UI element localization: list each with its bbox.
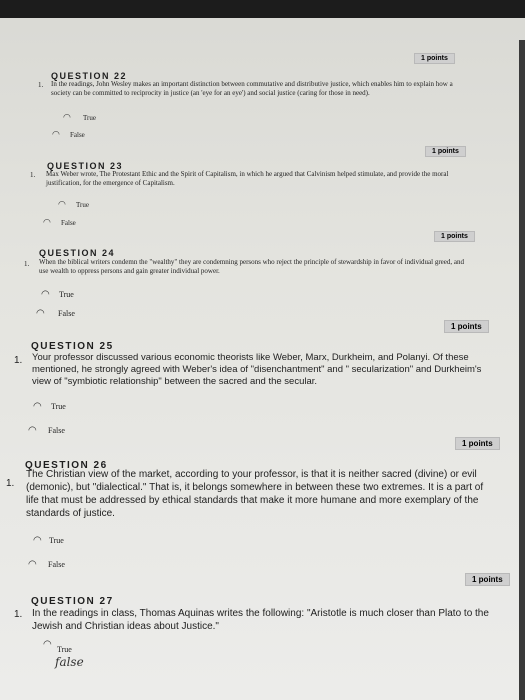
points-badge: 1 points (465, 573, 510, 586)
right-page-edge (519, 40, 525, 700)
question-title: QUESTION 22 (51, 71, 128, 81)
option-label: True (76, 201, 89, 209)
option-label: True (59, 290, 74, 299)
radio-button-icon[interactable]: ◠ (41, 289, 50, 300)
radio-button-icon[interactable]: ◠ (28, 425, 37, 436)
question-text: Max Weber wrote, The Protestant Ethic and the Spirit of Capitalism, in which he argued that Calvinism helped stimulate, and provide the moral justification, for the emergence of Capitalism. (46, 170, 449, 187)
option-true[interactable] (33, 535, 64, 546)
option-true[interactable] (58, 200, 89, 210)
question-number: 1. (30, 171, 36, 179)
radio-button-icon[interactable]: ◠ (58, 200, 66, 210)
option-label: True (57, 645, 72, 654)
radio-button-icon[interactable]: ◠ (43, 639, 52, 650)
option-label: False (70, 131, 85, 139)
question-number: 1. (14, 609, 23, 620)
question-text: In the readings, John Wesley makes an important distinction between commutative and distributive justice, which enables him to explain how a society can be committed to reciprocity in justice (an 'eye for an eye') and social justice (caring for those in need). (51, 80, 453, 97)
option-false[interactable] (36, 308, 75, 319)
question-number: 1. (38, 81, 44, 89)
option-label: False (58, 309, 75, 318)
question-text: When the biblical writers condemn the "wealthy" they are condemning persons who reject the principle of stewardship in favor of individual greed, and use wealth to oppress persons and gain greater individual power. (39, 258, 464, 275)
question-title: QUESTION 24 (39, 248, 116, 258)
option-false[interactable] (28, 559, 65, 570)
handwritten-answer: false (55, 655, 84, 669)
option-false[interactable] (52, 130, 85, 140)
option-label: False (61, 219, 76, 227)
option-false[interactable] (43, 218, 76, 228)
question-title: QUESTION 26 (25, 460, 108, 471)
question-text: Your professor discussed various economic theorists like Weber, Marx, Durkheim, and Polanyi. Of these mentioned, he strongly agreed with Weber's idea of "disenchantment" and " secularization" and Durkheim's view of "symbiotic relationship" between the sacred and the secular. (32, 352, 482, 387)
points-badge: 1 points (414, 53, 455, 64)
radio-button-icon[interactable]: ◠ (33, 535, 42, 546)
question-title: QUESTION 25 (31, 341, 114, 352)
option-true[interactable] (33, 401, 66, 412)
option-label: True (51, 402, 66, 411)
option-label: False (48, 426, 65, 435)
option-false[interactable] (28, 425, 65, 436)
question-title: QUESTION 23 (47, 161, 124, 171)
points-badge: 1 points (455, 437, 500, 450)
option-true[interactable] (63, 113, 96, 123)
question-number: 1. (6, 478, 15, 489)
radio-button-icon[interactable]: ◠ (52, 130, 60, 140)
question-number: 1. (24, 260, 30, 268)
radio-button-icon[interactable]: ◠ (33, 401, 42, 412)
option-true[interactable] (43, 635, 72, 654)
radio-button-icon[interactable]: ◠ (43, 218, 51, 228)
points-badge: 1 points (444, 320, 489, 333)
question-title: QUESTION 27 (31, 596, 114, 607)
radio-button-icon[interactable]: ◠ (36, 308, 45, 319)
question-text: The Christian view of the market, according to your professor, is that it is neither sacred (divine) or evil (demonic), but "dialectical." That is, it belongs somewhere in between these two extremes. It is a part of life that must be addressed by ethical standards that make it more humane and more exemplary of the standards of justice. (26, 469, 484, 519)
points-badge: 1 points (434, 231, 475, 242)
points-badge: 1 points (425, 146, 466, 157)
top-shadow (0, 0, 525, 18)
option-label: False (48, 560, 65, 569)
option-label: True (49, 536, 64, 545)
radio-button-icon[interactable]: ◠ (28, 559, 37, 570)
question-number: 1. (14, 355, 23, 366)
option-true[interactable] (41, 289, 74, 300)
question-text: In the readings in class, Thomas Aquinas writes the following: "Aristotle is much closer than Plato to the Jewish and Christian ideas about Justice." (32, 608, 489, 632)
radio-button-icon[interactable]: ◠ (63, 113, 71, 123)
option-label: True (83, 114, 96, 122)
